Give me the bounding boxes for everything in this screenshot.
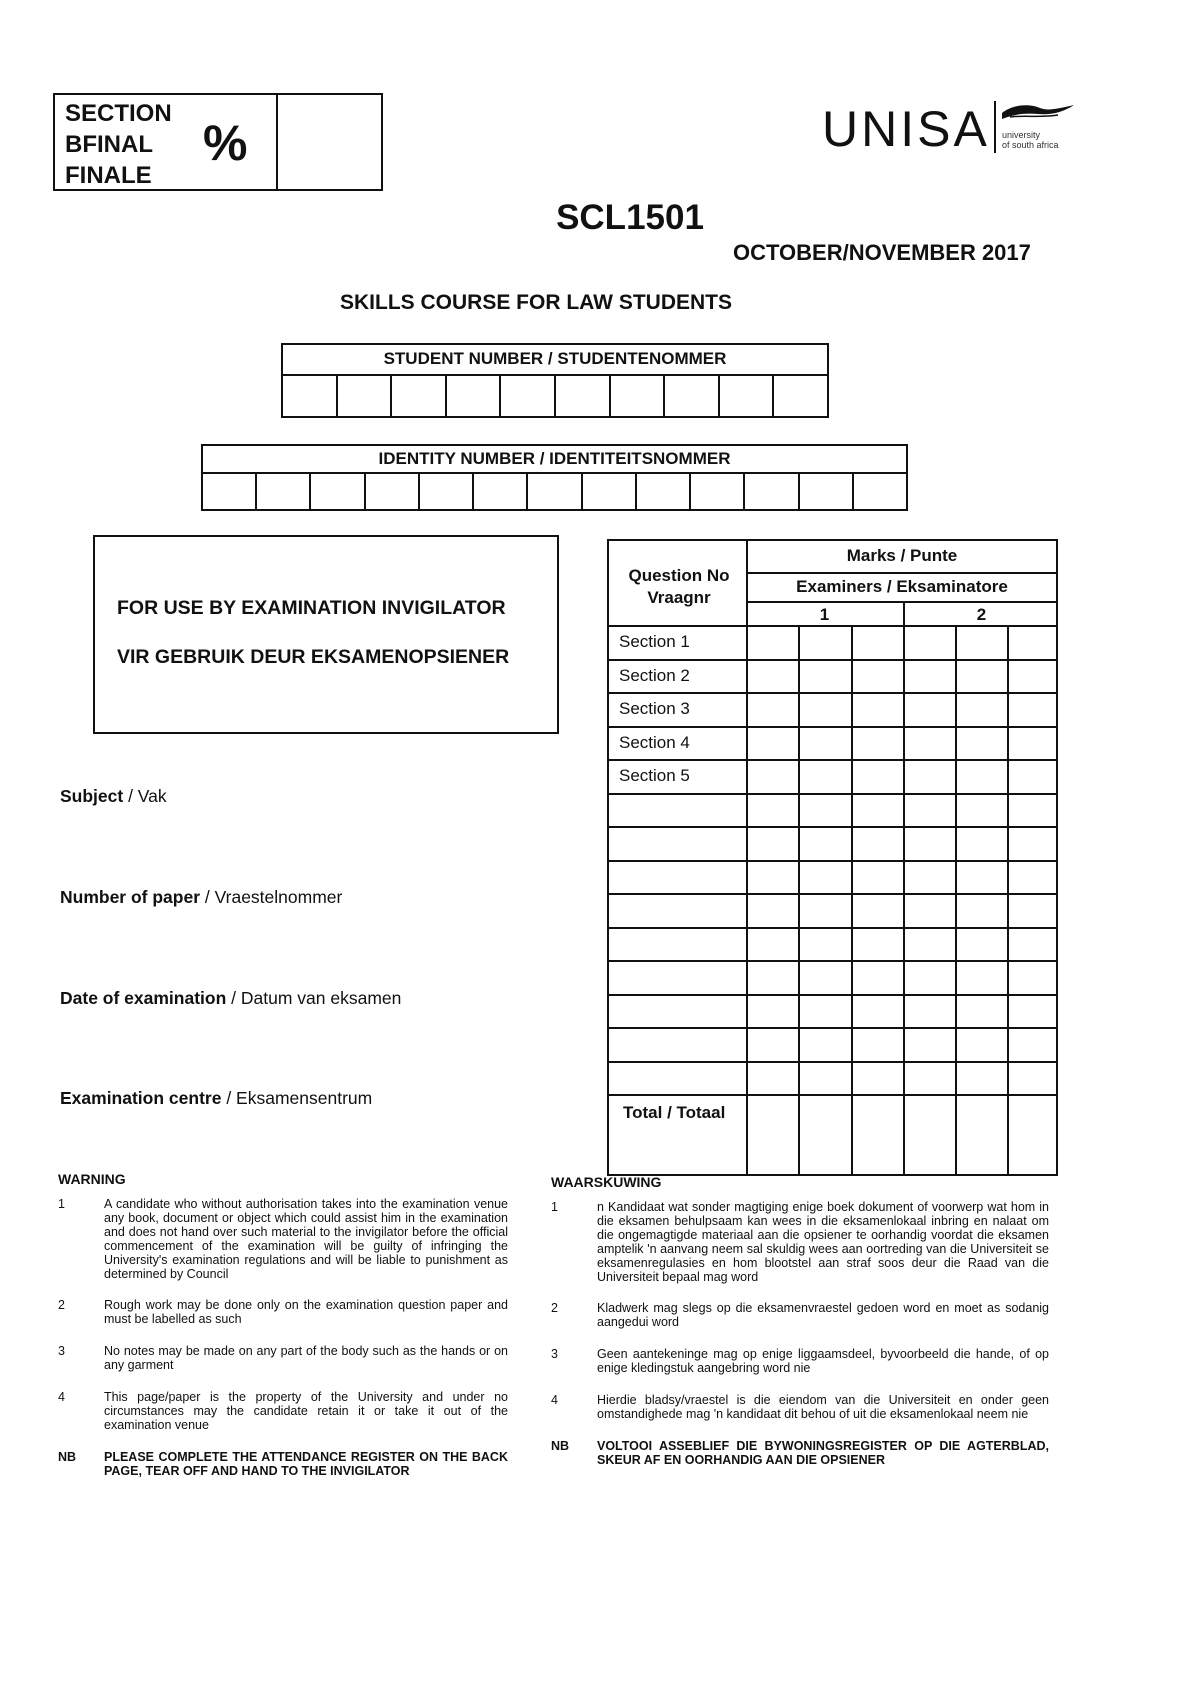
marks-entry-row[interactable] <box>748 828 1058 860</box>
marks-entry-row[interactable] <box>748 795 1058 827</box>
exam-date-field[interactable]: Date of examination / Datum van eksamen <box>60 988 402 1008</box>
warning-text: Rough work may be done only on the examination question paper and must be labelled as such <box>104 1298 508 1326</box>
marks-subcolumn-line <box>1007 625 1009 1176</box>
question-cell: Section 3 <box>619 699 690 718</box>
warning-number: 2 <box>551 1301 558 1315</box>
warning-number: 4 <box>58 1390 65 1404</box>
warning-list-en <box>58 1197 508 1478</box>
warning-item <box>58 1197 508 1281</box>
marks-entry-row[interactable] <box>748 627 1058 659</box>
student-number-digit-box[interactable] <box>665 376 720 418</box>
waarskuwing-heading: WAARSKUWING <box>551 1174 662 1190</box>
warning-text: A candidate who without authorisation takes into the examination venue any book, document or object which could assist him in the examination and does not hand over such material to the invigilator before the official commencement of the examination will be guilty of infringing the University's examination regulations and will be liable to punishment as determined by Council <box>104 1197 508 1281</box>
warning-item <box>551 1301 1049 1329</box>
student-number-digit-box[interactable] <box>556 376 611 418</box>
box-divider <box>276 95 278 189</box>
percent-sign: % <box>203 115 248 171</box>
warning-number: 3 <box>551 1347 558 1361</box>
identity-number-title: IDENTITY NUMBER / IDENTITEITSNOMMER <box>203 446 906 474</box>
marks-entry-row[interactable] <box>748 929 1058 961</box>
warning-number: 2 <box>58 1298 65 1312</box>
identity-number-digit-box[interactable] <box>203 474 257 511</box>
student-number-cells <box>283 376 827 418</box>
course-title: SKILLS COURSE FOR LAW STUDENTS <box>340 291 733 314</box>
student-number-digit-box[interactable] <box>392 376 447 418</box>
unisa-logo-text: UNISA <box>822 101 990 157</box>
warning-list-af <box>551 1200 1049 1467</box>
warning-number: 1 <box>551 1200 558 1214</box>
identity-number-digit-box[interactable] <box>420 474 474 511</box>
final-mark-box <box>53 93 383 191</box>
logo-divider <box>994 101 996 153</box>
warning-number: 1 <box>58 1197 65 1211</box>
marks-entry-row[interactable] <box>748 1029 1058 1061</box>
warning-item <box>58 1298 508 1326</box>
question-cell: Section 5 <box>619 766 690 785</box>
warning-text: n Kandidaat wat sonder magtiging enige boek dokument of voorwerp wat hom in die eksamen behulpsaam kan wees in die eksamenlokaal inbring en nalaat om die ongemagtigde materiaal aan die opsiener te oorhandig voordat die eksamen amptelik 'n aanvang neem sal skuldig wees aan oortreding van die Universiteit se eksamenregulasies en hom blootstel aan straf soos deur die Raad van die Universiteit bepaal mag word <box>597 1200 1049 1284</box>
warning-text: VOLTOOI ASSEBLIEF DIE BYWONINGSREGISTER OP DIE AGTERBLAD, SKEUR AF EN OORHANDIG AAN DIE OPSIENER <box>597 1439 1049 1467</box>
warning-text: Geen aantekeninge mag op enige liggaamsdeel, byvoorbeeld die hande, of op enige kledingstuk aangebring word nie <box>597 1347 1049 1375</box>
student-number-digit-box[interactable] <box>501 376 556 418</box>
marks-header: Marks / Punte <box>846 546 958 565</box>
question-no-header: Question No Vraagnr <box>628 566 730 607</box>
warning-number: 3 <box>58 1344 65 1358</box>
identity-number-digit-box[interactable] <box>691 474 745 511</box>
warning-text: Kladwerk mag slegs op die eksamenvraestel gedoen word en moet as sodanig aangedui word <box>597 1301 1049 1329</box>
warning-item <box>551 1200 1049 1284</box>
invigilator-label-en: FOR USE BY EXAMINATION INVIGILATOR <box>117 597 506 619</box>
marks-entry-row[interactable] <box>748 761 1058 793</box>
marks-entry-row[interactable] <box>748 1063 1058 1095</box>
marks-entry-row[interactable] <box>748 728 1058 760</box>
marks-header-line <box>746 572 1058 574</box>
question-cell: Section 1 <box>619 632 690 651</box>
marks-entry-row[interactable] <box>748 862 1058 894</box>
examiner-1-header: 1 <box>819 605 830 624</box>
marks-entry-row[interactable] <box>748 661 1058 693</box>
exam-centre-field[interactable]: Examination centre / Eksamensentrum <box>60 1088 373 1108</box>
invigilator-box <box>93 535 559 734</box>
warning-number: NB <box>551 1439 570 1453</box>
paper-number-field[interactable]: Number of paper / Vraestelnommer <box>60 887 343 907</box>
examiner-2-header: 2 <box>976 605 987 624</box>
student-number-digit-box[interactable] <box>774 376 827 418</box>
student-number-digit-box[interactable] <box>720 376 775 418</box>
warning-item <box>58 1450 508 1478</box>
identity-number-digit-box[interactable] <box>311 474 365 511</box>
examiners-header-line <box>746 601 1058 603</box>
marks-subcolumn-line <box>955 625 957 1176</box>
student-number-digit-box[interactable] <box>338 376 393 418</box>
warning-number: NB <box>58 1450 77 1464</box>
warning-text: This page/paper is the property of the University and under no circumstances may the candidate retain it or take it out of the examination venue <box>104 1390 508 1432</box>
section-label: SECTION BFINAL FINALE <box>65 100 172 189</box>
warning-heading: WARNING <box>58 1171 126 1187</box>
logo-subtitle: university of south africa <box>1002 130 1059 150</box>
total-row-line <box>609 1094 1056 1096</box>
identity-number-digit-box[interactable] <box>528 474 582 511</box>
marks-entry-row[interactable] <box>748 962 1058 994</box>
warning-item <box>58 1344 508 1372</box>
warning-text: Hierdie bladsy/vraestel is die eiendom van die Universiteit en onder geen omstandighede mag 'n kandidaat dit behou of uit die eksamenlokaal neem nie <box>597 1393 1049 1421</box>
warning-item <box>551 1393 1049 1421</box>
module-code: SCL1501 <box>556 198 704 237</box>
exam-session: OCTOBER/NOVEMBER 2017 <box>733 240 1031 265</box>
marks-entry-row[interactable] <box>748 694 1058 726</box>
warning-number: 4 <box>551 1393 558 1407</box>
examiners-header: Examiners / Eksaminatore <box>796 577 1008 596</box>
question-cell: Section 4 <box>619 732 690 752</box>
identity-number-digit-box[interactable] <box>474 474 528 511</box>
identity-number-cells <box>203 474 906 511</box>
final-mark-field[interactable] <box>279 95 381 189</box>
invigilator-label-af: VIR GEBRUIK DEUR EKSAMENOPSIENER <box>117 646 510 668</box>
student-number-digit-box[interactable] <box>611 376 666 418</box>
question-cell: Section 2 <box>619 665 690 685</box>
marks-subcolumn-line <box>798 625 800 1176</box>
total-label: Total / Totaal <box>623 1103 726 1122</box>
warning-text: No notes may be made on any part of the body such as the hands or on any garment <box>104 1344 508 1372</box>
identity-number-digit-box[interactable] <box>637 474 691 511</box>
student-number-grid <box>281 343 829 418</box>
warning-item <box>551 1439 1049 1467</box>
marks-entry-row[interactable] <box>748 996 1058 1028</box>
warning-text: PLEASE COMPLETE THE ATTENDANCE REGISTER ON THE BACK PAGE, TEAR OFF AND HAND TO THE INVIGILATOR <box>104 1450 508 1478</box>
subject-field[interactable]: Subject / Vak <box>60 786 167 806</box>
unisa-bird-logo-icon <box>1000 99 1080 129</box>
marks-table <box>607 539 1058 1176</box>
identity-number-digit-box[interactable] <box>800 474 854 511</box>
identity-number-digit-box[interactable] <box>366 474 420 511</box>
identity-number-digit-box[interactable] <box>257 474 311 511</box>
identity-number-grid <box>201 444 908 511</box>
identity-number-digit-box[interactable] <box>854 474 906 511</box>
warning-item <box>551 1347 1049 1375</box>
warning-item <box>58 1390 508 1432</box>
student-number-title: STUDENT NUMBER / STUDENTENOMMER <box>283 345 827 376</box>
marks-entry-row[interactable] <box>748 895 1058 927</box>
identity-number-digit-box[interactable] <box>583 474 637 511</box>
student-number-digit-box[interactable] <box>447 376 502 418</box>
identity-number-digit-box[interactable] <box>745 474 799 511</box>
student-number-digit-box[interactable] <box>283 376 338 418</box>
marks-subcolumn-line <box>851 625 853 1176</box>
